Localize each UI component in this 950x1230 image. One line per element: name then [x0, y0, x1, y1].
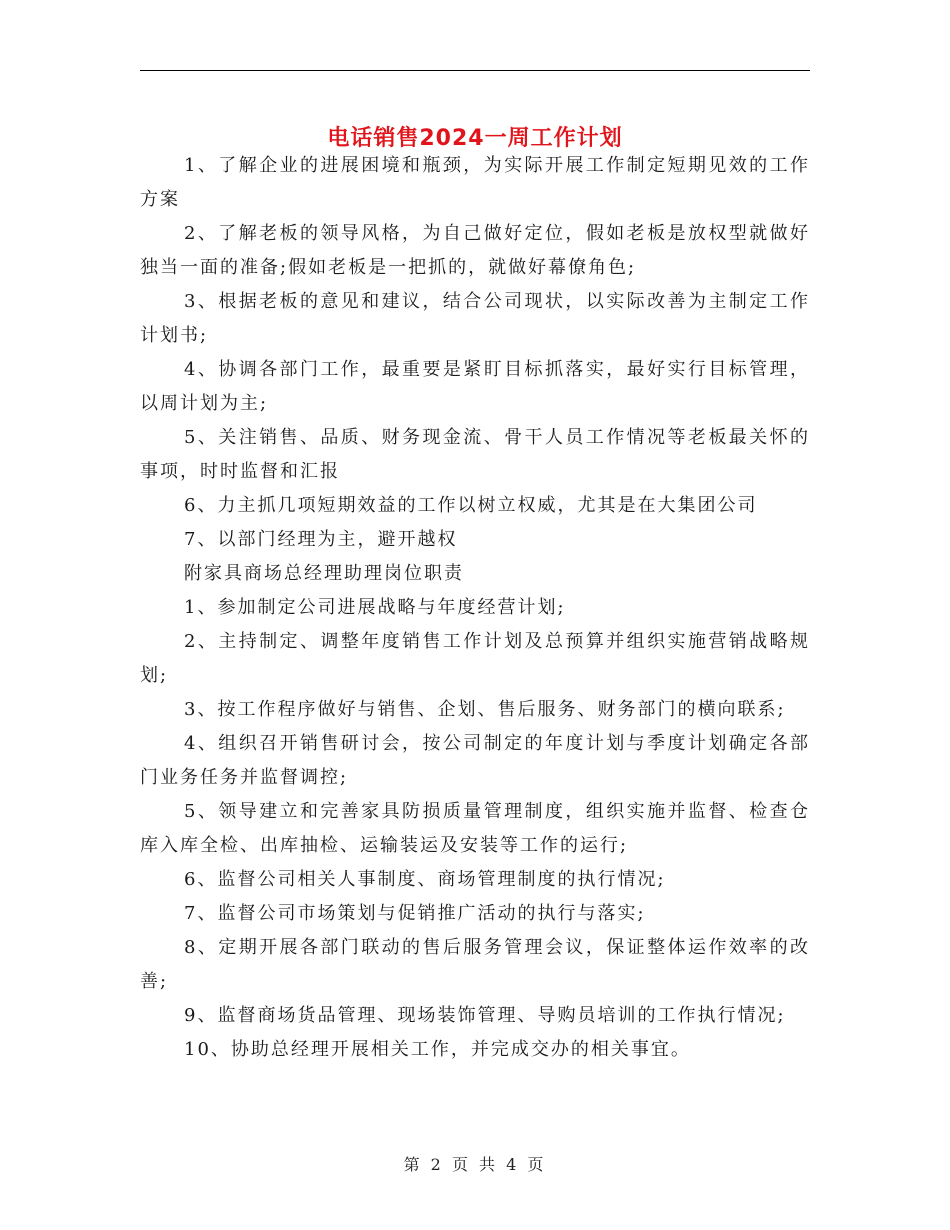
document-body	[140, 149, 810, 1067]
paragraph: 1、参加制定公司进展战略与年度经营计划;	[184, 597, 566, 618]
paragraph: 10、协助总经理开展相关工作，并完成交办的相关事宜。	[184, 1039, 691, 1060]
paragraph: 5、领导建立和完善家具防损质量管理制度，组织实施并监督、检查仓库入库全检、出库抽检、运输装运及安装等工作的运行;	[140, 801, 810, 856]
paragraph: 4、协调各部门工作，最重要是紧盯目标抓落实，最好实行目标管理，以周计划为主;	[140, 359, 810, 414]
paragraph: 6、监督公司相关人事制度、商场管理制度的执行情况;	[184, 869, 666, 890]
paragraph: 4、组织召开销售研讨会，按公司制定的年度计划与季度计划确定各部门业务任务并监督调控;	[140, 733, 810, 788]
paragraph: 3、按工作程序做好与销售、企划、售后服务、财务部门的横向联系;	[184, 699, 786, 720]
document-title: 电话销售2024一周工作计划	[327, 125, 623, 151]
page-number-footer: 第 2 页 共 4 页	[403, 1155, 547, 1174]
paragraph: 9、监督商场货品管理、现场装饰管理、导购员培训的工作执行情况;	[184, 1005, 786, 1026]
paragraph: 7、监督公司市场策划与促销推广活动的执行与落实;	[184, 903, 646, 924]
paragraph: 1、了解企业的进展困境和瓶颈，为实际开展工作制定短期见效的工作方案	[140, 155, 810, 210]
paragraph: 3、根据老板的意见和建议，结合公司现状，以实际改善为主制定工作计划书;	[140, 291, 810, 346]
paragraph: 2、主持制定、调整年度销售工作计划及总预算并组织实施营销战略规划;	[140, 631, 810, 686]
paragraph: 2、了解老板的领导风格，为自己做好定位，假如老板是放权型就做好独当一面的准备;假如老板是一把抓的，就做好幕僚角色;	[140, 223, 810, 278]
section-heading: 附家具商场总经理助理岗位职责	[184, 563, 464, 584]
header-rule	[140, 70, 810, 71]
paragraph: 7、以部门经理为主，避开越权	[184, 529, 458, 550]
paragraph: 6、力主抓几项短期效益的工作以树立权威，尤其是在大集团公司	[184, 495, 758, 516]
paragraph: 8、定期开展各部门联动的售后服务管理会议，保证整体运作效率的改善;	[140, 937, 810, 992]
paragraph: 5、关注销售、品质、财务现金流、骨干人员工作情况等老板最关怀的事项，时时监督和汇报	[140, 427, 810, 482]
